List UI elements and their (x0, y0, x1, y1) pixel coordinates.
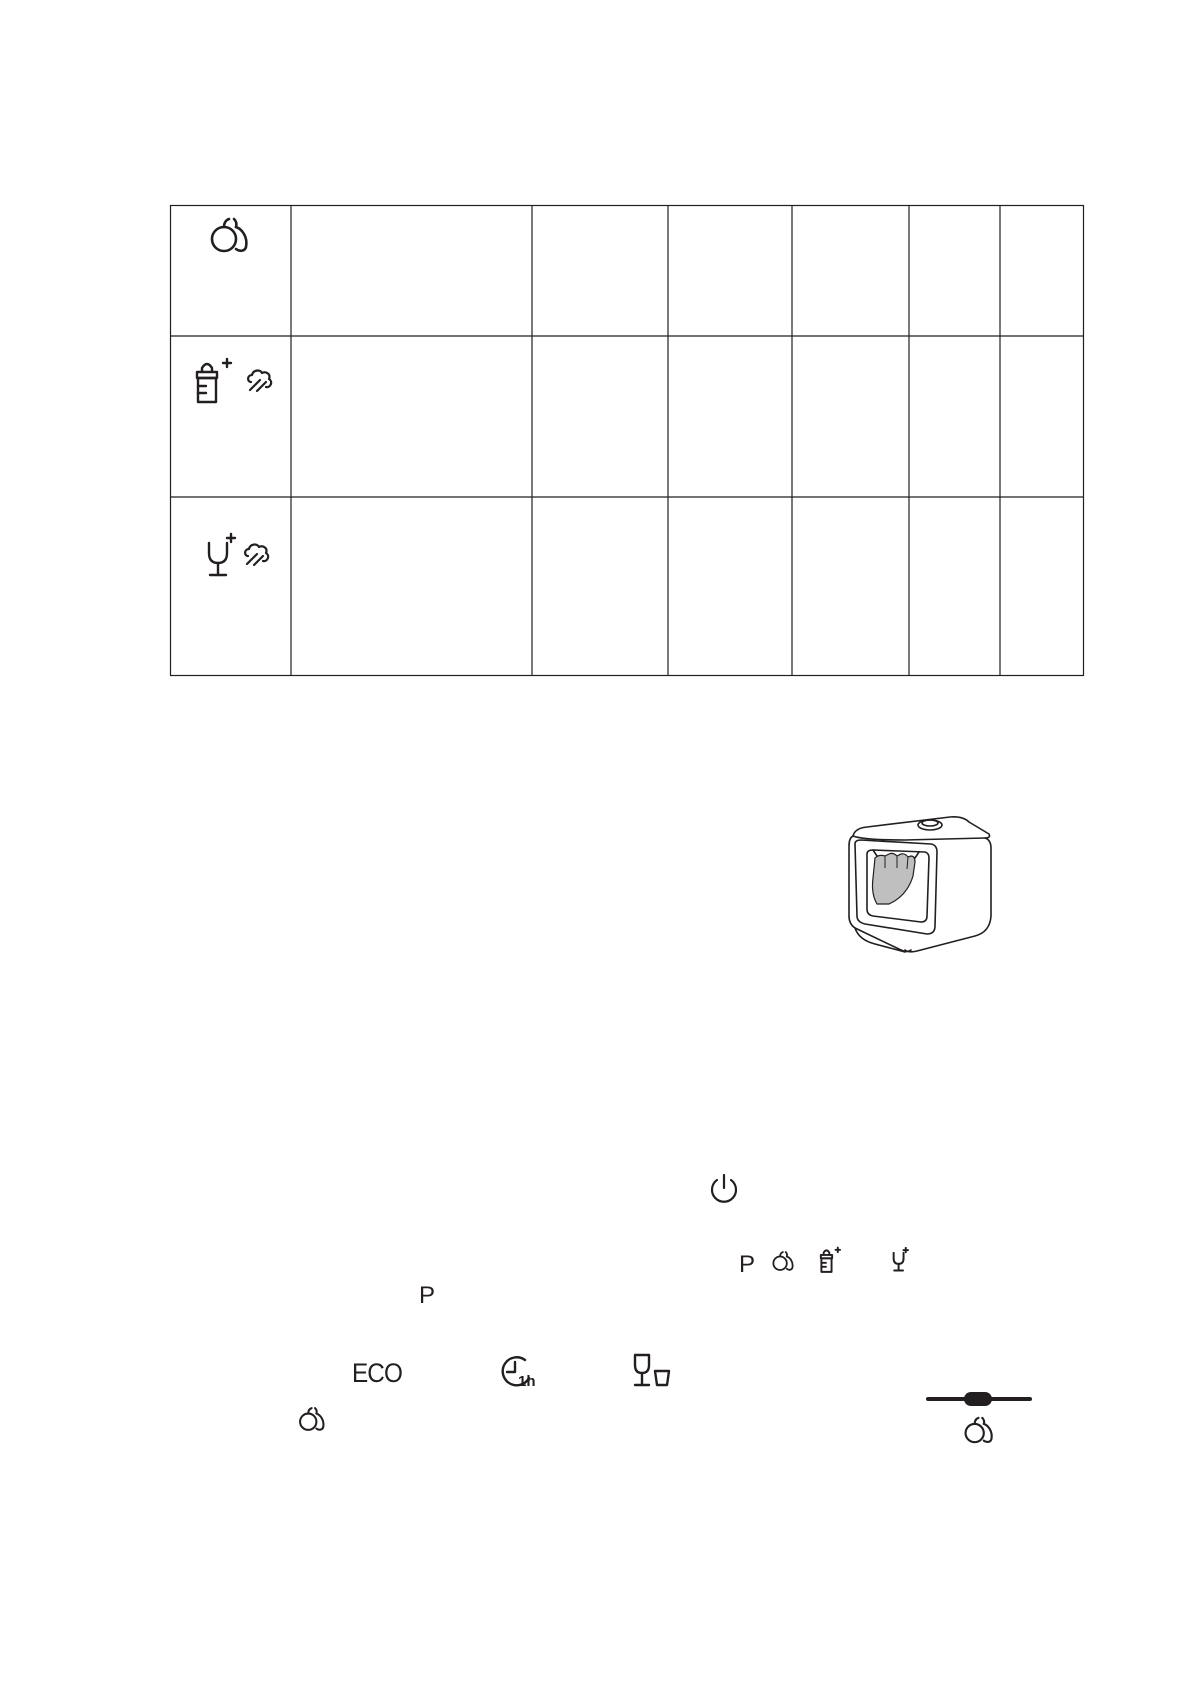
glass-plus-icon (892, 1247, 914, 1273)
fruit-icon (206, 215, 256, 255)
glass-plus-icon (206, 533, 246, 579)
program-table (170, 205, 1084, 676)
program-selector-slider (926, 1391, 1032, 1407)
glass-and-cup-icon (633, 1353, 675, 1389)
dishwasher-illustration (845, 812, 995, 962)
steam-icon (245, 366, 275, 394)
program-letter: P (739, 1251, 756, 1278)
baby-bottle-plus-icon (818, 1246, 844, 1274)
steam-icon (242, 540, 272, 568)
table-grid (170, 205, 1084, 676)
baby-bottle-plus-icon (192, 358, 238, 404)
slider-thumb (964, 1392, 992, 1406)
one-hour-label: 1h (518, 1373, 536, 1390)
program-letter: P (419, 1282, 436, 1309)
fruit-icon (961, 1414, 999, 1446)
eco-label: ECO (352, 1358, 402, 1388)
fruit-icon (296, 1404, 330, 1434)
fruit-icon (770, 1249, 798, 1273)
power-icon (709, 1173, 739, 1205)
